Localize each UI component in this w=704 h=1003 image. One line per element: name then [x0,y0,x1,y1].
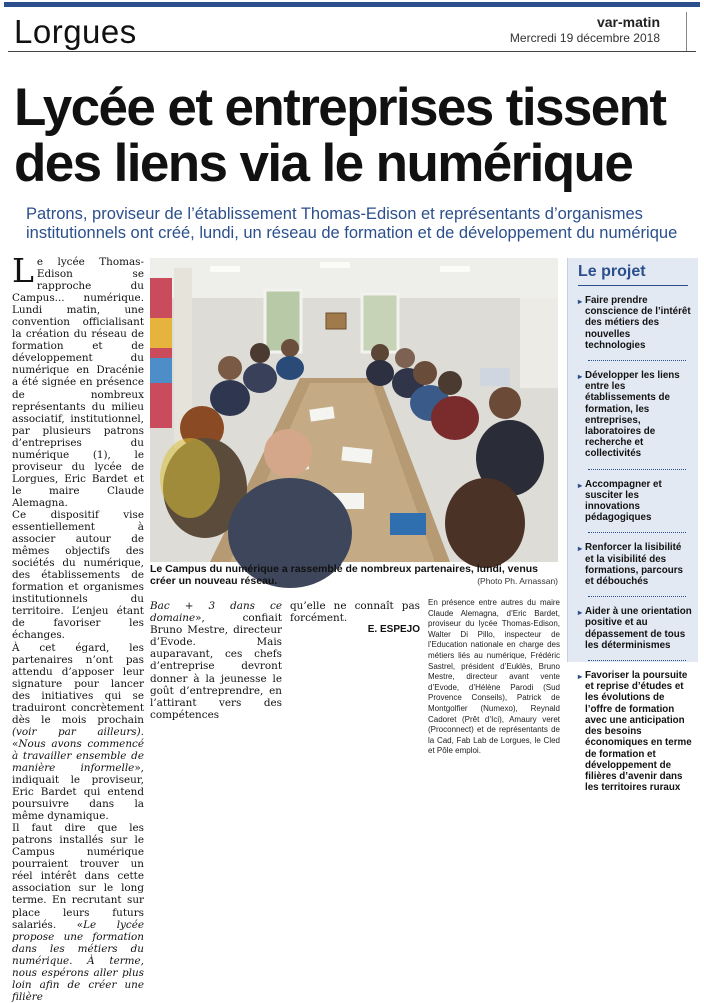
project-item: ▸ Renforcer la lisibilité et la visibilité des formations, parcours et débouchés [578,542,683,588]
item-separator [588,596,686,597]
item-separator [588,360,686,361]
newspaper-name: var-matin [596,14,660,30]
article-column-3: qu’elle ne connaît pas forcément. E. ESPEJO [290,600,420,636]
header-divider [686,12,687,52]
bullet-icon: ▸ [578,480,583,490]
project-item: ▸ Favoriser la poursuite et reprise d’études et les évolutions de l’offre de formation avec une anticipation des besoins économiques en terme de formation et développement de filières d’avenir dans les territoires ruraux [578,670,692,794]
bullet-icon: ▸ [578,297,583,306]
headline-line-1: Lycée et entreprises tissent [14,78,666,137]
item-separator [588,660,686,661]
paragraph-1: Le lycée Thomas-Edison se rapproche du Campus... numérique. Lundi matin, une convention officialisant la création du réseau de formation et de développement du numérique en Dracénie a été signée en présence de nombreux représentants du milieu associatif, institutionnel, par plusieurs patrons d’entreprises du numérique (1), le proviseur du lycée de Lorgues, Eric Bardet et le maire Claude Alemagna. [12,251,144,509]
photo-credit: (Photo Ph. Arnassan) [477,576,558,586]
photo-illustration [150,258,558,562]
quote-text: Bac + 3 dans ce domaine [150,600,282,625]
project-item: ▸ Aider à une orientation positive et au dépassement de tous les déterminismes [578,606,692,651]
top-accent-bar [4,2,700,7]
bullet-icon: ▸ [578,608,583,618]
project-sidebar [567,258,698,794]
item-separator [588,532,686,533]
header-rule [8,51,696,52]
meeting-photo [150,258,558,562]
headline-line-2: des liens via le numérique [14,134,633,193]
project-list [568,295,698,793]
sidebar-title: Le projet [578,263,646,280]
bullet-icon: ▸ [578,672,583,682]
article-column-left [12,251,144,1003]
paragraph-2: Ce dispositif vise essentiellement à associer autour de mêmes objectifs des sociétés du numérique, des établissements de formation et organismes institutionnels du territoire. L’enjeu étant de favoriser les échanges. [12,508,144,642]
paragraph-3: À cet égard, les partenaires n’ont pas attendu d’apposer leur signature pour lancer des initiatives qui se traduiront concrètement dès le mois prochain (voir par ailleurs). «Nous avons commencé à travailler ensemble de manière informelle», indiquait le proviseur, Eric Bardet qui entend poursuivre dans la même dynamique. [12,641,144,823]
drop-cap: L [12,251,34,290]
author-signature: E. ESPEJO [367,624,420,636]
project-item: ▸ Accompagner et susciter les innovations pédagogiques [578,478,662,524]
bullet-icon: ▸ [578,544,583,554]
item-separator [588,469,686,470]
sidebar-title-rule [578,285,688,286]
project-item: ▸ Faire prendre conscience de l’intérêt des métiers des nouvelles technologies [578,295,691,351]
footnote: En présence entre autres du maire Claude Alemagna, d’Eric Bardet, proviseur du lycée Thomas-Edison, Walter Di Pillo, inspecteur de l’Education nationale en charge des métiers liés au numérique, Frédéric Sastrel, président d’Euklès, Bruno Mestre, directeur avant vente d’Evode, d’Hélène Parodi (Sud Provence Conseils), Patrick de Montgolfier (Numexo), Reynald Cadoret (Prêt d’Ici), Amaury veret (Proconnect) et de représentants de la Cad, Fab Lab de Lorgues, le Cled et Pôle emploi. [428,598,560,756]
photo-caption: Le Campus du numérique a rassemblé de nombreux partenaires, lundi, venus créer un nouveau réseau. [150,563,539,587]
section-title: Lorgues [14,13,137,50]
publication-date: Mercredi 19 décembre 2018 [509,31,660,45]
project-item: ▸ Développer les liens entre les établissements de formation, les entreprises, laboratoires de recherche et collectivités [578,370,680,460]
bullet-icon: ▸ [578,372,583,382]
headline [14,80,694,192]
masthead [510,14,660,46]
article-column-2: Bac + 3 dans ce domaine», confiait Bruno Mestre, directeur d’Evode. Mais auparavant, ces chefs d’entreprise devront donner à la jeunesse le goût d’entreprendre, en l’attirant vers des compétences [150,600,282,721]
article-deck: Patrons, proviseur de l’établissement Thomas-Edison et représentants d’organismes institutionnels ont créé, lundi, un réseau de formation et de développement du numérique [26,205,678,242]
paragraph-4: Il faut dire que les patrons installés sur le Campus numérique pourraient trouver un réel intérêt dans cette association sur le long terme. En recrutant sur place leurs futurs salariés. «Le lycée propose une formation dans les métiers du numérique. À terme, nous espérons aller plus loin afin de créer une filière [12,822,144,1003]
